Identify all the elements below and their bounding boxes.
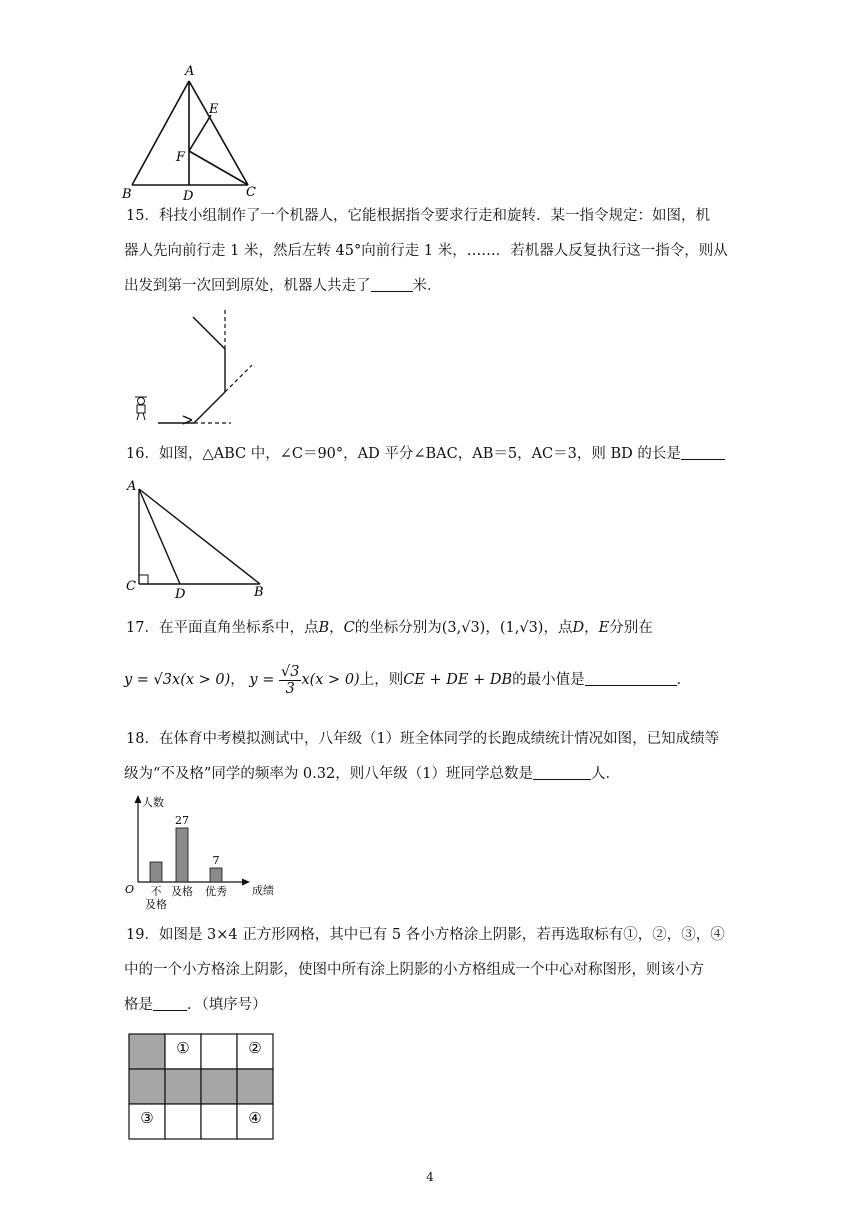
fraction-denominator: 3: [285, 680, 295, 697]
fraction: [279, 664, 301, 697]
question-19: [126, 918, 746, 1023]
category-label: 不: [150, 885, 162, 898]
period: ．: [676, 672, 692, 688]
answer-blank[interactable]: [153, 996, 187, 1011]
question-text: 中的一个小方格涂上阴影，使图中所有涂上阴影的小方格组成一个中心对称图形，则该小方: [124, 962, 704, 978]
page-number: 4: [426, 1170, 434, 1184]
robot-icon: [135, 397, 147, 420]
question-text: 如图，△ABC 中，∠C＝90°，AD 平分∠BAC，AB＝5，AC＝3，则 BD 的长是: [158, 446, 681, 462]
question-number: 18．: [126, 731, 159, 747]
point-b: B: [318, 620, 330, 636]
label-c: C: [126, 579, 136, 594]
question-text: 的最小值是: [512, 672, 585, 688]
label-b: B: [122, 187, 132, 202]
bar-1: [176, 828, 188, 882]
question-text: 出发到第一次回到原处，机器人共走了: [124, 278, 371, 294]
fraction-numerator: √3: [280, 663, 300, 680]
question-text: ，点: [543, 620, 573, 636]
answer-blank[interactable]: [585, 671, 677, 686]
separator: ，: [584, 620, 599, 636]
grid-cell: [201, 1034, 237, 1069]
grid-cell: [129, 1034, 165, 1069]
question-text: ．（填序号）: [187, 997, 267, 1013]
label-a: A: [127, 479, 137, 494]
answer-blank[interactable]: [371, 277, 413, 292]
label-b: B: [254, 585, 264, 600]
label-e: E: [209, 102, 219, 117]
bar-value-label: 27: [175, 814, 189, 827]
category-label: 及格: [145, 898, 167, 911]
question-number: 15．: [126, 208, 159, 224]
question-text: 格是: [124, 997, 153, 1013]
equation-2-right: x(x > 0): [301, 672, 360, 688]
bar-2: [210, 868, 222, 882]
grid-cell: [129, 1069, 165, 1104]
segment-ab: [132, 81, 189, 185]
x-axis-label: 成绩: [252, 884, 274, 897]
question-17: [126, 610, 746, 698]
segment-fe: [189, 115, 211, 151]
label-a: A: [185, 64, 195, 79]
question-text: 人．: [590, 766, 620, 782]
label-d: D: [175, 587, 186, 602]
bar-value-label: 7: [212, 854, 220, 867]
question-text: 如图是 3×4 正方形网格，其中已有 5 各小方格涂上阴影，若再选取标有①，②，③，④: [158, 927, 725, 943]
grid-cell-label: ①: [176, 1039, 190, 1057]
segment-ac: [189, 81, 248, 185]
question-text: 分别在: [609, 620, 653, 636]
question-text: 器人先向前行走 1 米，然后左转 45°向前行走 1 米，……．若机器人反复执行这一指令，则从: [124, 243, 728, 259]
grid-cell-label: ④: [248, 1109, 262, 1127]
question-16: [126, 437, 746, 472]
question-text: 级为“不及格”同学的频率为 0.32，则八年级（1）班同学总数是: [124, 766, 533, 782]
grid-cell: [201, 1104, 237, 1139]
equation-2-left: y =: [249, 672, 275, 688]
separator: ，: [230, 672, 245, 688]
category-label: 优秀: [205, 885, 227, 898]
bar-0: [150, 862, 162, 882]
bar-chart-q18: [118, 794, 288, 912]
question-number: 17．: [126, 620, 159, 636]
grid-cell-label: ②: [248, 1039, 262, 1057]
grid-cell: [165, 1104, 201, 1139]
separator: ，: [329, 620, 344, 636]
coord-b: (3,√3): [441, 620, 486, 636]
answer-blank[interactable]: [681, 445, 725, 460]
grid-cell: [165, 1069, 201, 1104]
x-axis-arrow: [242, 879, 250, 886]
y-axis-arrow: [135, 795, 142, 803]
question-number: 16．: [126, 446, 159, 462]
label-d: D: [183, 189, 194, 204]
point-c: C: [343, 620, 355, 636]
figure-q14-triangle: [118, 60, 278, 205]
question-text: 科技小组制作了一个机器人，它能根据指令要求行走和旋转．某一指令规定：如图，机: [158, 208, 710, 224]
question-text: 在体育中考模拟测试中，八年级（1）班全体同学的长跑成绩统计情况如图，已知成绩等: [158, 731, 720, 747]
grid-cell: [237, 1069, 273, 1104]
label-c: C: [246, 185, 256, 200]
grid-cell: [201, 1069, 237, 1104]
expression: CE + DE + DB: [403, 672, 513, 688]
figure-q16-right-triangle: [120, 474, 280, 602]
point-e: E: [598, 620, 610, 636]
equation-1: y = √3x(x > 0): [124, 672, 231, 688]
question-text: 在平面直角坐标系中，点: [158, 620, 319, 636]
grid-q19: [128, 1033, 276, 1145]
question-15: [126, 199, 746, 304]
label-f: F: [176, 150, 186, 165]
category-label: 及格: [171, 885, 193, 898]
y-axis-label: 人数: [142, 796, 164, 809]
origin-label: O: [125, 883, 135, 896]
question-18: [126, 722, 746, 792]
point-d: D: [572, 620, 585, 636]
grid-cell-label: ③: [140, 1109, 154, 1127]
question-text: 的坐标分别为: [354, 620, 442, 636]
figure-q15-robot-path: [128, 308, 268, 433]
question-text: 上，则: [359, 672, 404, 688]
question-number: 19．: [126, 927, 159, 943]
question-text: 米．: [412, 278, 442, 294]
coord-c: (1,√3): [499, 620, 544, 636]
answer-blank[interactable]: [533, 765, 591, 780]
separator: ，: [485, 620, 500, 636]
